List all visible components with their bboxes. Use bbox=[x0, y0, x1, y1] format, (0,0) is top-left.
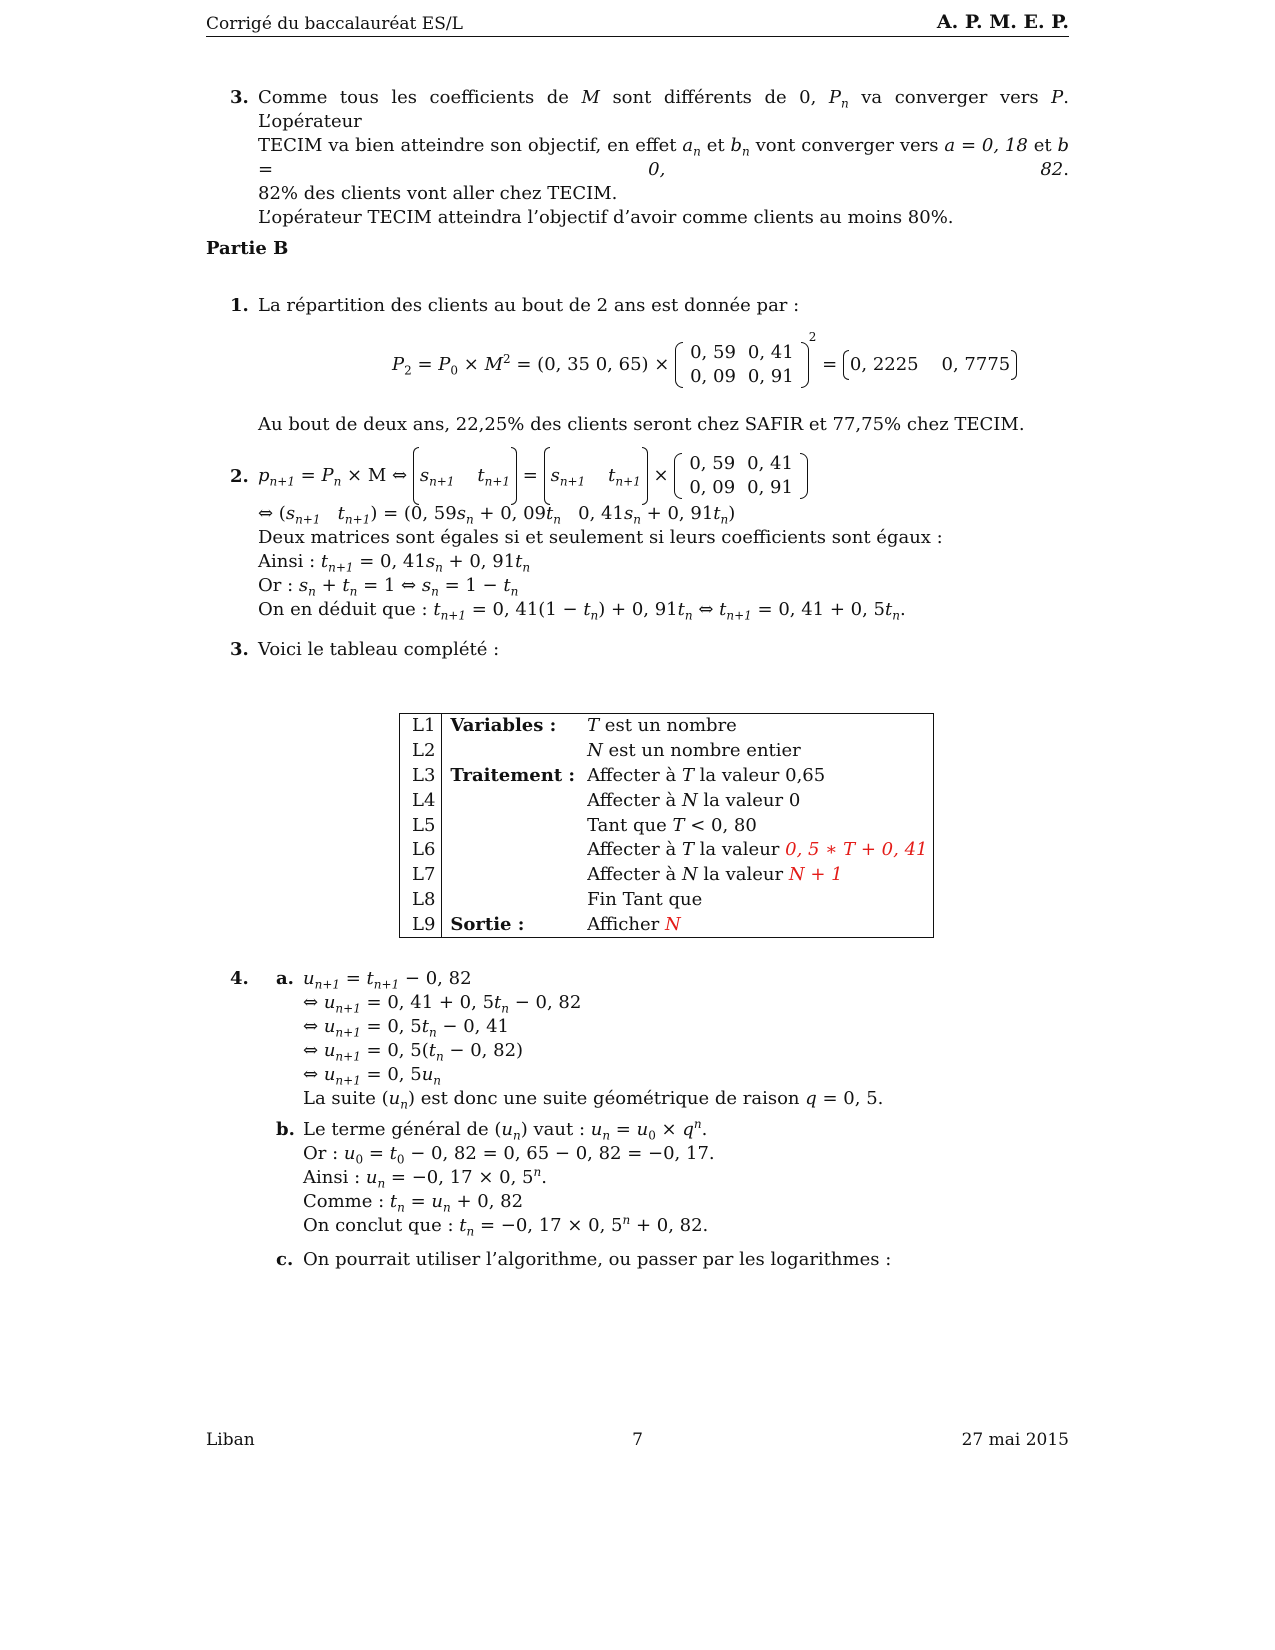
transition-matrix: 0, 59 0, 41 0, 09 0, 91 bbox=[674, 452, 808, 500]
section-heading: Partie B bbox=[206, 238, 289, 259]
instruction: T est un nombre bbox=[587, 715, 737, 737]
line-number: L7 bbox=[400, 863, 442, 888]
transition-matrix: 0, 59 0, 41 0, 09 0, 91 bbox=[675, 341, 809, 389]
subitem-label: c. bbox=[276, 1249, 294, 1270]
line-number: L6 bbox=[400, 838, 442, 863]
section-label bbox=[442, 788, 581, 813]
algo-row bbox=[400, 838, 934, 863]
text-line: Au bout de deux ans, 22,25% des clients seront chez SAFIR et 77,75% chez TECIM. bbox=[258, 414, 1025, 435]
algo-row bbox=[400, 912, 934, 937]
section-label bbox=[442, 813, 581, 838]
subitem-label: b. bbox=[276, 1119, 295, 1140]
instruction: Affecter à T la valeur 0,65 bbox=[587, 764, 826, 786]
item-number: 2. bbox=[230, 466, 249, 487]
line-number: L5 bbox=[400, 813, 442, 838]
item-number: 4. bbox=[230, 968, 249, 989]
subitem-b: Le terme général de $(u_n)$ vaut : $u_n = u_0 \times q^n$. Or : $u_0 = t_0 - 0$, 82 = 0, 65 − 0, 82 = −0, 17. Ainsi : $u_n = -0$, 17 × 0, 5$^n$. Comme : $t_n = u_n + 0$, 82 On conclut que : $t_n = -0$, 17 × 0, $5^n + 0$, 82. bbox=[303, 1117, 715, 1239]
section-label bbox=[442, 838, 581, 863]
completed-value: 0, 5 ∗ T + 0, 41 bbox=[785, 839, 928, 861]
text-line: L’opérateur TECIM atteindra l’objectif d’avoir comme clients au moins 80%. bbox=[258, 207, 954, 228]
subitem-a: $u_{n+1} = t_{n+1} - 0$, 82 ⇔ $u_{n+1} = 0$, 41 + 0, $5t_n - 0$, 82 ⇔ $u_{n+1} = 0$, $5t_n - 0$, 41 ⇔ $u_{n+1} = 0$, $5(t_n - 0$, 82) ⇔ $u_{n+1} = 0$, $5u_n$ La suite $(u_n)$ est donc une suite géométrique de raison q = 0, 5. bbox=[303, 968, 884, 1112]
line-number: L1 bbox=[400, 714, 442, 739]
algo-row bbox=[400, 739, 934, 764]
header-title: Corrigé du baccalauréat ES/L bbox=[206, 14, 463, 34]
instruction: Affecter à N la valeur N + 1 bbox=[587, 864, 843, 886]
footer-date: 27 mai 2015 bbox=[961, 1430, 1069, 1450]
section-label bbox=[442, 739, 581, 764]
item-number: 3. bbox=[230, 87, 249, 108]
item-number: 1. bbox=[230, 295, 249, 316]
text-line: La répartition des clients au bout de 2 ans est donnée par : bbox=[258, 295, 800, 316]
equation-line: On en déduit que : $t_{n+1} = 0$, $41(1 - t_n) + 0$, $91t_n$ ⇔ $t_{n+1} = 0$, 41 + 0, $5t_n$. bbox=[258, 599, 906, 623]
algo-row bbox=[400, 863, 934, 888]
text-line: Comme tous les coefficients de M sont différents de 0, $P_n$ va converger vers P. L’opérateur bbox=[258, 87, 1070, 132]
line-number: L8 bbox=[400, 888, 442, 913]
text-line: 82% des clients vont aller chez TECIM. bbox=[258, 183, 618, 204]
text-line: On pourrait utiliser l’algorithme, ou passer par les logarithmes : bbox=[303, 1249, 892, 1270]
instruction: Tant que T < 0, 80 bbox=[587, 814, 757, 836]
section-label: Sortie : bbox=[450, 913, 525, 935]
equation-line: $p_{n+1} = P_n \times M$ ⇔ $s_{n+1}$ $t_{n+1} = s_{n+1}$ $t_{n+1}$ × 0, 59 0, 41 0, 09 0, 91 bbox=[258, 450, 943, 502]
algorithm-table bbox=[399, 713, 934, 938]
equation-line: ⇔ ($s_{n+1}$ $t_{n+1}) = (0$, $59s_n + 0$, $09t_n$ 0, $41s_n + 0$, $91t_n$) bbox=[258, 503, 736, 527]
instruction: N est un nombre entier bbox=[587, 740, 801, 762]
instruction: Affecter à N la valeur 0 bbox=[587, 789, 801, 811]
algo-row bbox=[400, 888, 934, 913]
footer-location: Liban bbox=[206, 1430, 255, 1450]
algo-row bbox=[400, 714, 934, 739]
line-number: L4 bbox=[400, 788, 442, 813]
completed-value: N bbox=[664, 913, 681, 935]
text-line: Deux matrices sont égales si et seulement si leurs coefficients sont égaux : bbox=[258, 527, 943, 548]
subitem-label: a. bbox=[276, 968, 294, 989]
equation-line: Or : $s_n + t_n = 1$ ⇔ $s_n = 1 - t_n$ bbox=[258, 575, 519, 599]
algo-row bbox=[400, 764, 934, 789]
page-header bbox=[206, 10, 1069, 37]
instruction: Afficher N bbox=[587, 913, 681, 935]
section-label bbox=[442, 863, 581, 888]
text-line: Voici le tableau complété : bbox=[258, 639, 500, 660]
algo-row bbox=[400, 813, 934, 838]
line-number: L2 bbox=[400, 739, 442, 764]
header-org: A. P. M. E. P. bbox=[936, 11, 1069, 33]
instruction: Fin Tant que bbox=[587, 888, 703, 910]
line-number: L3 bbox=[400, 764, 442, 789]
page-number: 7 bbox=[632, 1430, 643, 1450]
section-label bbox=[442, 888, 581, 913]
instruction: Affecter à T la valeur 0, 5 ∗ T + 0, 41 bbox=[587, 839, 928, 861]
completed-value: N + 1 bbox=[788, 864, 843, 886]
section-label: Variables : bbox=[450, 715, 557, 737]
item-number: 3. bbox=[230, 639, 249, 660]
section-label: Traitement : bbox=[450, 764, 576, 786]
text-line: TECIM va bien atteindre son objectif, en effet $a_n$ et $b_n$ vont converger vers a = 0, 18 et b = 0, 82. bbox=[258, 135, 1069, 180]
algo-row bbox=[400, 788, 934, 813]
equation-line: Ainsi : $t_{n+1} = 0$, $41s_n + 0$, $91t_n$ bbox=[258, 551, 531, 575]
equation-p2: $P_2 = P_0 \times M^2 = (0$, 35 0, 65) × 0, 59 0, 41 0, 09 0, 91 $^2$ = 0, 2225 0, 7775 bbox=[392, 341, 1017, 389]
line-number: L9 bbox=[400, 912, 442, 937]
result-matrix: 0, 2225 0, 7775 bbox=[843, 353, 1017, 377]
